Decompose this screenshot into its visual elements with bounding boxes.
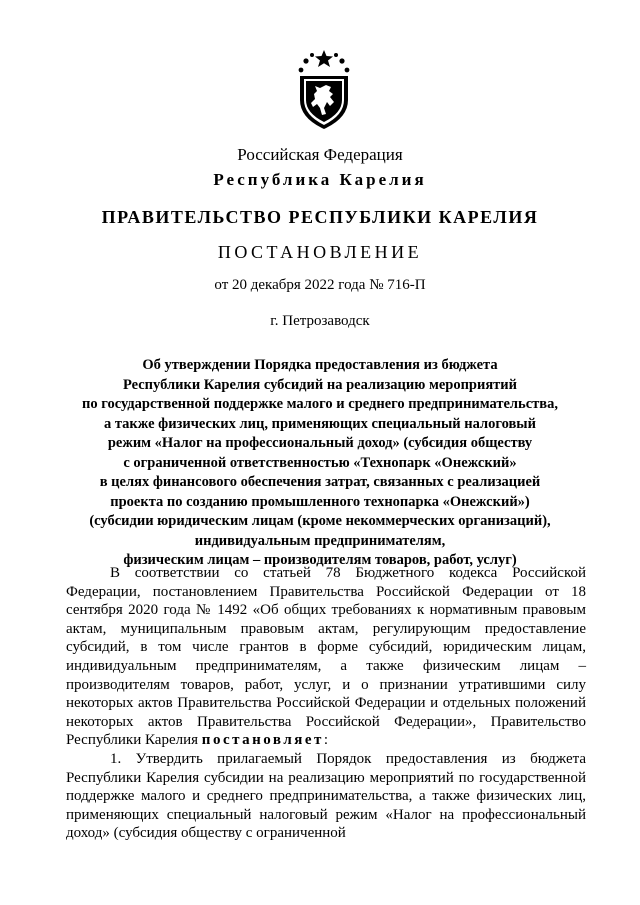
preamble-text: В соответствии со статьей 78 Бюджетного кодекса Российской Федерации, постановлением Правительства Российской Федерации от 18 сентября 2020 года № 1492 «Об общих требованиях к нормативным правовым актам, муниципальным правовым актам, регулирующим предоставление субсидий, в том числе грантов в форме субсидий, юридическим лицам, индивидуальным предпринимателям, а также физическим лицам – производителям товаров, работ, услуг, и о признании утратившими силу некоторых актов Правительства Российской Федерации и отдельных положений некоторых актов Правительства Российской Федерации», Правительство Республики Карелия — [66, 565, 586, 749]
title-line: (субсидии юридическим лицам (кроме некоммерческих организаций), — [89, 513, 551, 529]
title-line: физическим лицам – производителям товаров, работ, услуг) — [123, 552, 517, 568]
title-line: по государственной поддержке малого и среднего предпринимательства, — [82, 396, 558, 412]
coat-of-arms-emblem — [296, 50, 352, 130]
country-name: Российская Федерация — [237, 145, 403, 164]
title-line: проекта по созданию промышленного технопарка «Онежский») — [110, 493, 530, 510]
title-line: Республики Карелия субсидий на реализацию мероприятий — [122, 376, 518, 393]
clause-1-paragraph: 1. Утвердить прилагаемый Порядок предоставления из бюджета Республики Карелия субсидии на реализацию мероприятий по государственной поддержке малого и среднего предпринимательства, а также физических лиц, применяющих специальный налоговый режим «Налог на профессиональный доход» (субсидия обществу с ограниченной — [66, 750, 586, 842]
resolution-keyword: постановляет — [201, 732, 324, 749]
date-number: от 20 декабря 2022 года № 716-П — [214, 277, 426, 293]
preamble-paragraph — [66, 564, 586, 750]
title-line: с ограниченной ответственностью «Технопарк «Онежский» — [123, 454, 517, 471]
document-body — [66, 564, 586, 843]
title-line: Об утверждении Порядка предоставления из бюджета — [142, 357, 498, 373]
title-line: в целях финансового обеспечения затрат, связанных с реализацией — [99, 474, 541, 490]
title-line: а также физических лиц, применяющих специальный налоговый — [104, 415, 536, 432]
title-line: режим «Налог на профессиональный доход» (субсидия обществу — [107, 435, 533, 451]
document-title — [70, 356, 570, 571]
city: г. Петрозаводск — [270, 313, 370, 329]
republic-name: Республика Карелия — [213, 170, 427, 189]
government-heading: ПРАВИТЕЛЬСТВО РЕСПУБЛИКИ КАРЕЛИЯ — [101, 207, 539, 227]
title-line: индивидуальным предпринимателям, — [194, 532, 446, 549]
document-type: ПОСТАНОВЛЕНИЕ — [217, 242, 423, 262]
preamble-colon: : — [323, 732, 329, 749]
